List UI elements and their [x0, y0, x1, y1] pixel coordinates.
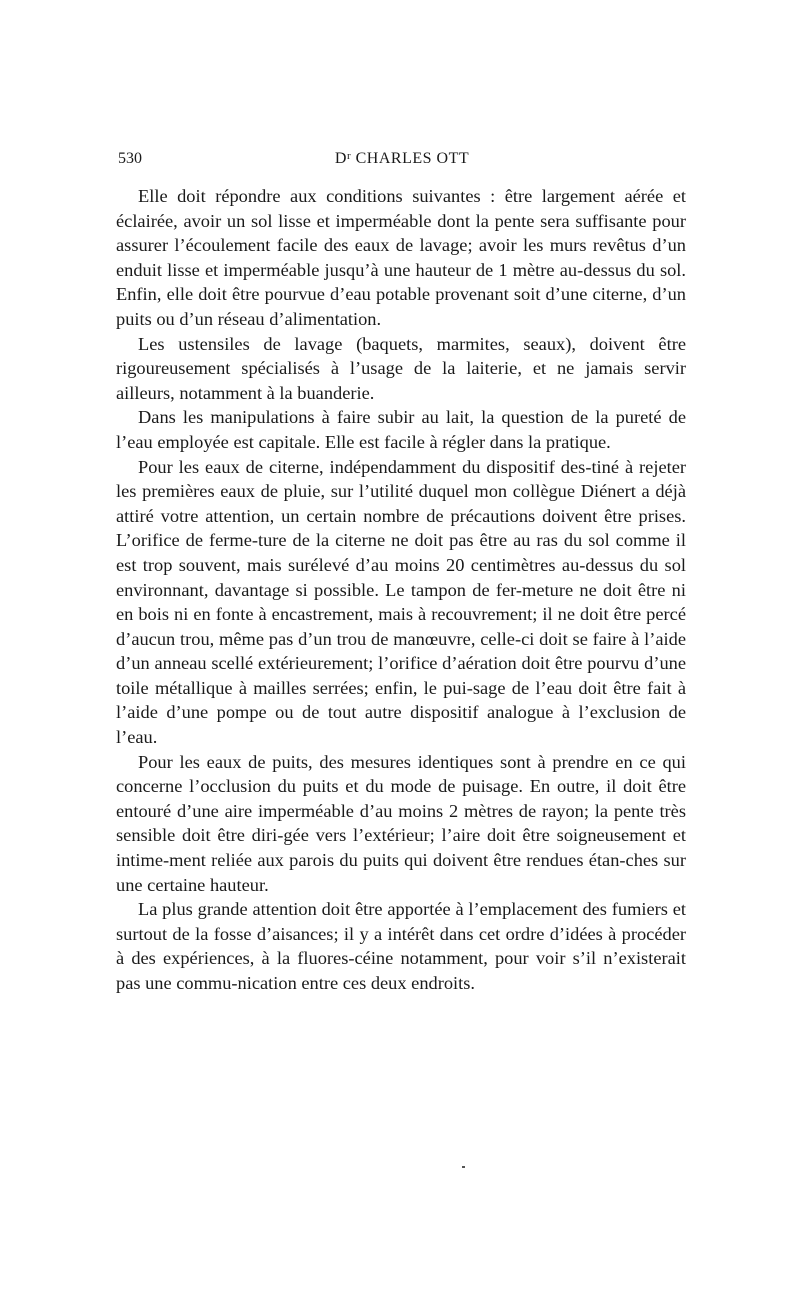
paragraph-6: La plus grande attention doit être apportée à l’emplacement des fumiers et surtout de la fosse d’aisances; il y a intérêt dans cet ordre d’idées à procéder à des expériences, à la fluores-céine notamment, pour voir s’il n’existerait pas une commu-nication entre ces deux endroits. [116, 899, 686, 993]
running-title [118, 150, 686, 168]
author-name: CHARLES OTT [351, 150, 470, 167]
author-prefix-superscript: r [346, 150, 352, 162]
page-header [118, 150, 686, 172]
paragraph-5: Pour les eaux de puits, des mesures identiques sont à prendre en ce qui concerne l’occlusion du puits et du mode de puisage. En outre, il doit être entouré d’une aire imperméable d’au moins 2 mètres de rayon; la pente très sensible doit être diri-gée vers l’extérieur; l’aire doit être soigneusement et intime-ment reliée aux parois du puits qui doivent être rendues étan-ches sur une certaine hauteur. [116, 751, 686, 895]
paragraph-3: Dans les manipulations à faire subir au lait, la question de la pureté de l’eau employée est capitale. Elle est facile à régler dans la pratique. [116, 407, 686, 452]
paragraph-1: Elle doit répondre aux conditions suivantes : être largement aérée et éclairée, avoir un sol lisse et imperméable dont la pente sera suffisante pour assurer l’écoulement facile des eaux de lavage; avoir les murs revêtus d’un enduit lisse et imperméable jusqu’à une hauteur de 1 mètre au-dessus du sol. Enfin, elle doit être pourvue d’eau potable provenant soit d’une citerne, d’un puits ou d’un réseau d’alimentation. [116, 186, 686, 329]
body-text [116, 184, 686, 996]
author-prefix: D [334, 150, 347, 167]
paragraph-2: Les ustensiles de lavage (baquets, marmites, seaux), doivent être rigoureusement spécialisés à l’usage de la laiterie, et ne jamais servir ailleurs, notamment à la buanderie. [116, 333, 686, 403]
paragraph-4: Pour les eaux de citerne, indépendamment du dispositif des-tiné à rejeter les premières eaux de pluie, sur l’utilité duquel mon collègue Diénert a déjà attiré votre attention, un certain nombre de précautions doivent être prises. L’orifice de ferme-ture de la citerne ne doit pas être au ras du sol comme il est trop souvent, mais surélevé d’au moins 20 centimètres au-dessus du sol environnant, davantage si possible. Le tampon de fer-meture ne doit être ni en bois ni en fonte à encastrement, mais à recouvrement; il ne doit être percé d’aucun trou, même pas d’un trou de manœuvre, celle-ci doit se faire à l’aide d’un anneau scellé extérieurement; l’orifice d’aération doit être pourvu d’une toile métallique à mailles serrées; enfin, le pui-sage de l’eau doit être fait à l’aide d’une pompe ou de tout autre dispositif analogue à l’exclusion de l’eau. [116, 456, 686, 748]
page-number: 530 [118, 150, 142, 167]
print-speck [462, 1166, 465, 1168]
